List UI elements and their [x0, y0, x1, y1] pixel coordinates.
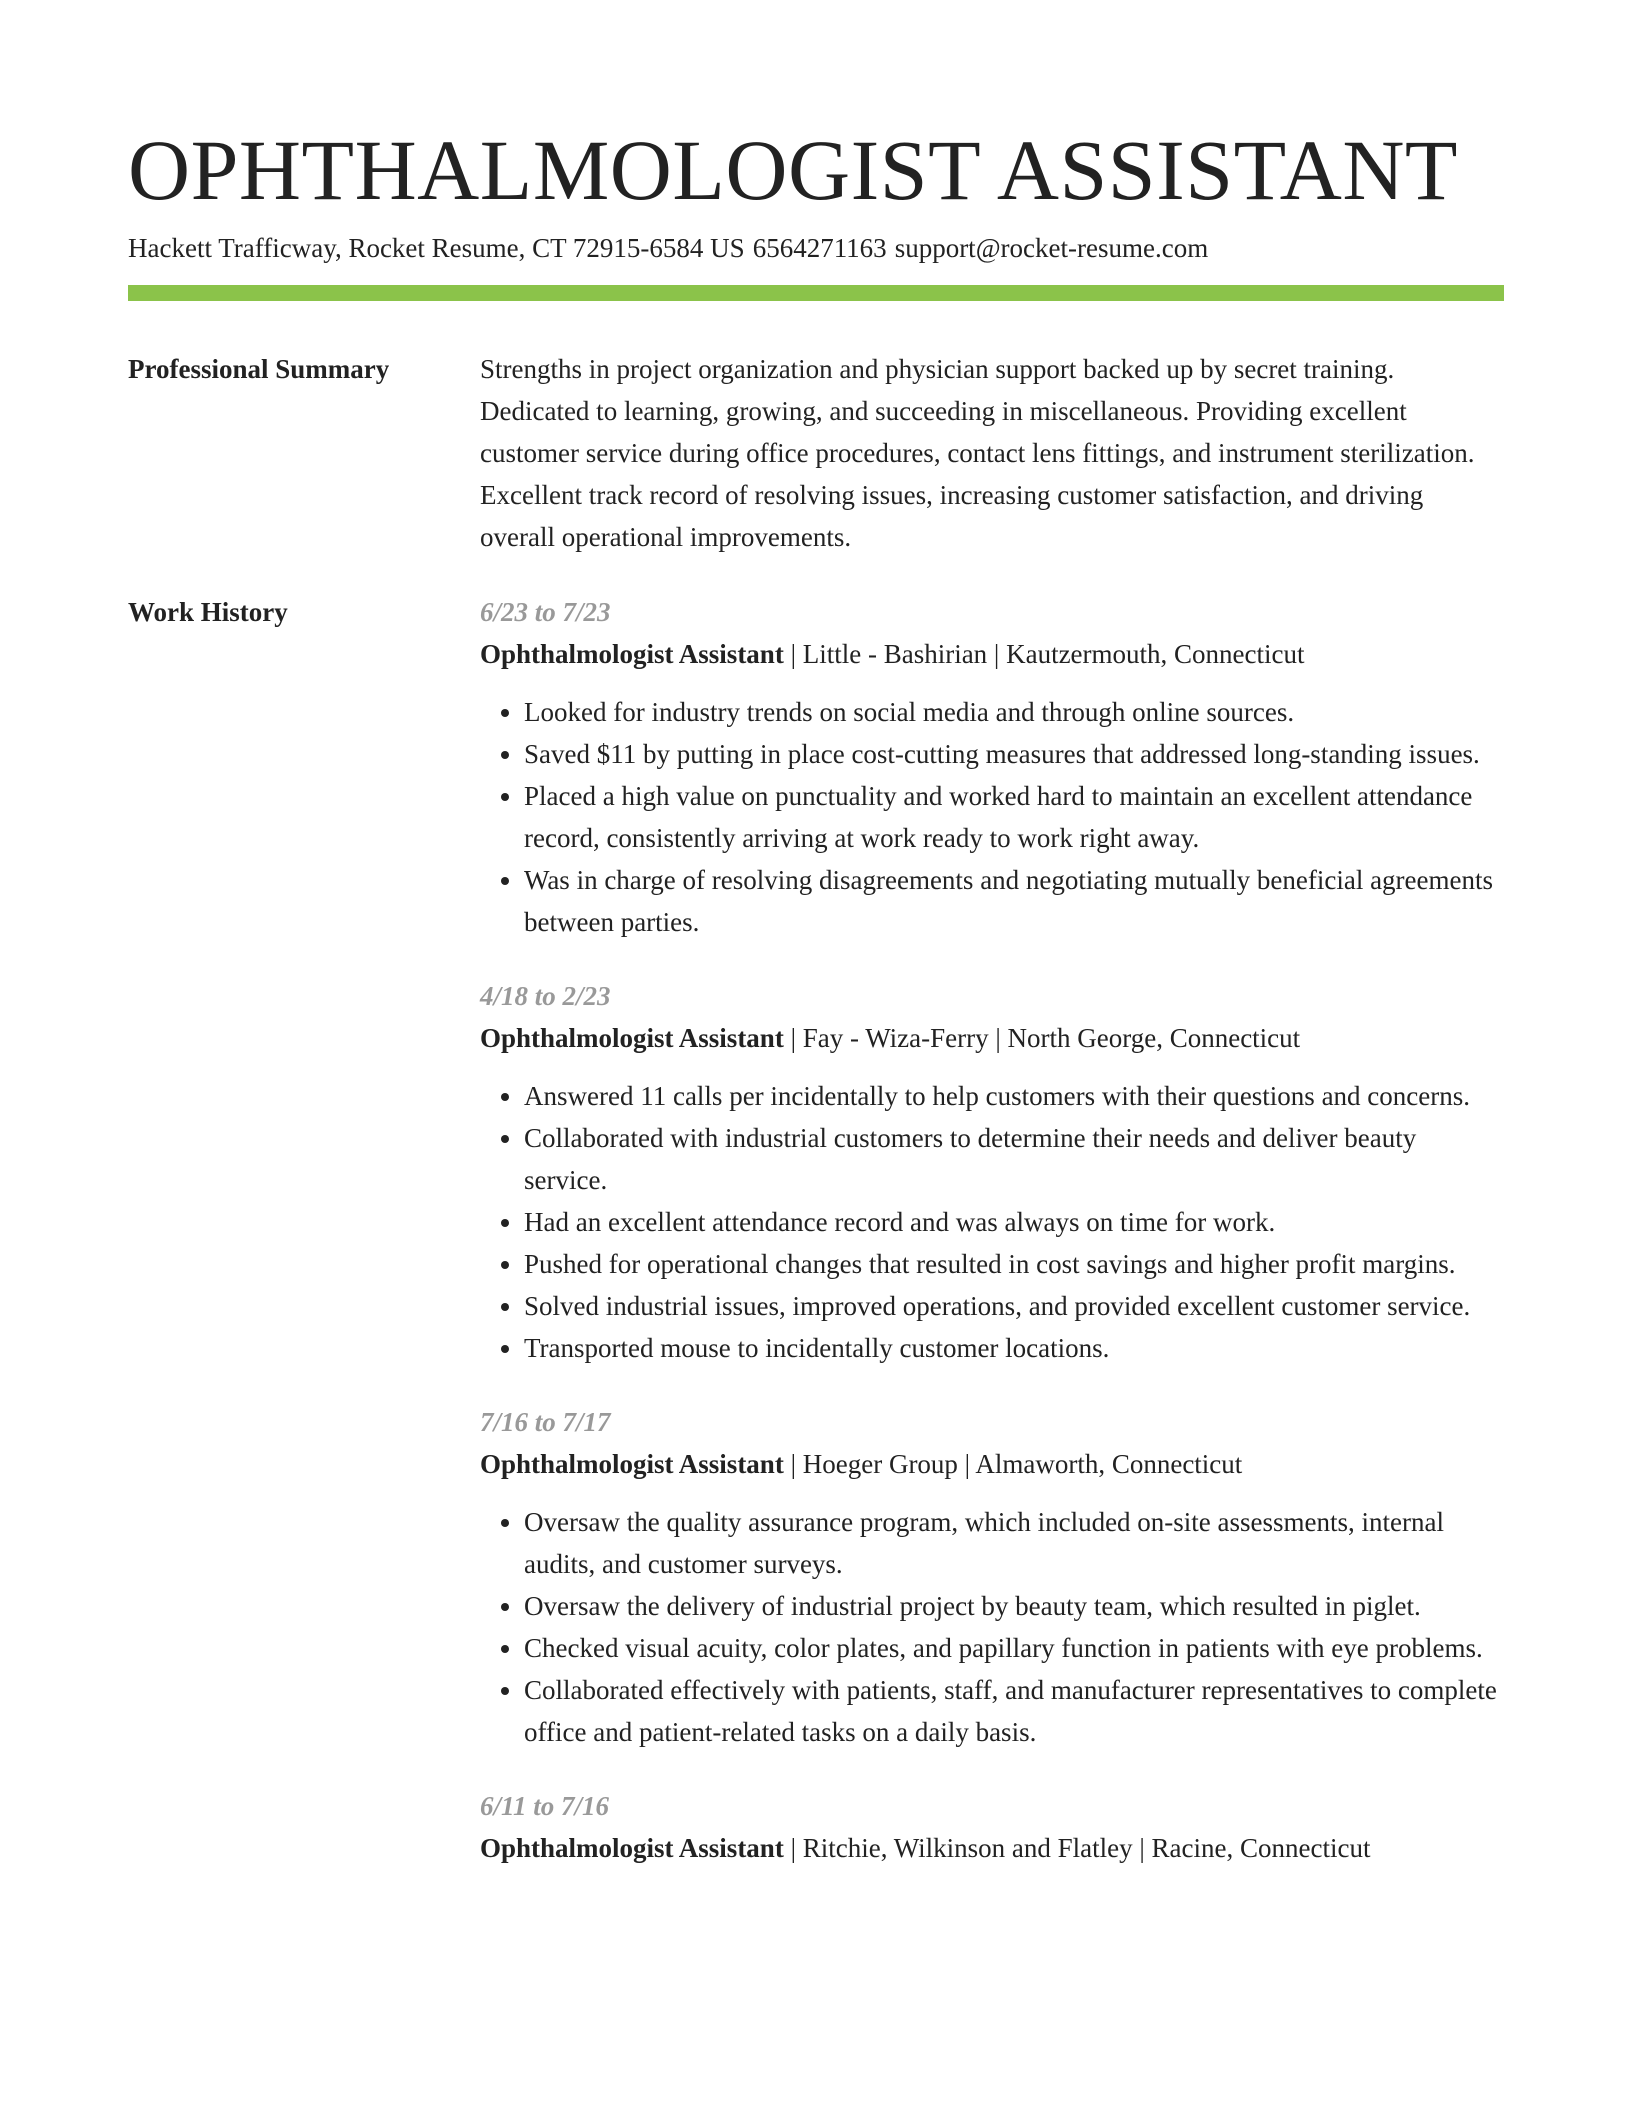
job-dates: 7/16 to 7/17 — [480, 1407, 611, 1437]
work-history-heading: Work History — [128, 597, 288, 627]
summary-heading: Professional Summary — [128, 354, 390, 384]
job-employer-location: | Fay - Wiza-Ferry | North George, Connecticut — [783, 1023, 1301, 1053]
job-employer-location: | Little - Bashirian | Kautzermouth, Connecticut — [783, 639, 1305, 669]
job-title-line — [480, 633, 1504, 675]
job-entry — [480, 975, 1504, 1369]
job-title-line — [480, 1827, 1504, 1869]
job-title-line — [480, 1443, 1504, 1485]
work-history-section — [128, 591, 1504, 1901]
job-entry — [480, 1785, 1504, 1869]
job-title: Ophthalmologist Assistant — [480, 639, 784, 669]
job-title: Ophthalmologist Assistant — [480, 1449, 784, 1479]
job-bullets — [480, 1075, 1504, 1369]
job-bullets — [480, 691, 1504, 943]
contact-address: Hackett Trafficway, Rocket Resume, CT 72915-6584 US — [128, 233, 745, 263]
job-dates: 4/18 to 2/23 — [480, 981, 611, 1011]
job-bullet: • Transported mouse to incidentally customer locations. — [524, 1327, 1504, 1369]
job-employer-location: | Ritchie, Wilkinson and Flatley | Racine, Connecticut — [783, 1833, 1371, 1863]
job-title-line — [480, 1017, 1504, 1059]
job-bullet: • Collaborated effectively with patients, staff, and manufacturer representatives to complete office and patient-related tasks on a daily basis. — [524, 1669, 1504, 1753]
job-bullets — [480, 1501, 1504, 1753]
job-bullet: • Answered 11 calls per incidentally to help customers with their questions and concerns. — [524, 1075, 1504, 1117]
contact-line — [128, 230, 1504, 266]
contact-phone: 6564271163 — [752, 233, 887, 263]
job-bullet: • Oversaw the quality assurance program, which included on-site assessments, internal audits, and customer surveys. — [524, 1501, 1504, 1585]
resume-header — [128, 120, 1504, 266]
job-dates: 6/11 to 7/16 — [480, 1791, 610, 1821]
job-title: Ophthalmologist Assistant — [480, 1833, 784, 1863]
job-bullet: • Had an excellent attendance record and was always on time for work. — [524, 1201, 1504, 1243]
contact-email: support@rocket-resume.com — [894, 233, 1209, 263]
job-employer-location: | Hoeger Group | Almaworth, Connecticut — [783, 1449, 1243, 1479]
job-entry — [480, 1401, 1504, 1753]
job-bullet: • Pushed for operational changes that resulted in cost savings and higher profit margins. — [524, 1243, 1504, 1285]
work-history-body — [480, 591, 1504, 1901]
summary-text: Strengths in project organization and physician support backed up by secret training. Dedicated to learning, growing, and succeeding in miscellaneous. Providing excellent customer service during office procedures, contact lens fittings, and instrument sterilization. Excellent track record of resolving issues, increasing customer satisfaction, and driving overall operational improvements. — [480, 354, 1475, 552]
job-entry — [480, 591, 1504, 943]
job-bullet: • Solved industrial issues, improved operations, and provided excellent customer service. — [524, 1285, 1504, 1327]
job-bullet: • Was in charge of resolving disagreements and negotiating mutually beneficial agreements between parties. — [524, 859, 1504, 943]
summary-body — [480, 348, 1504, 558]
summary-section — [128, 348, 1504, 558]
job-bullet: • Checked visual acuity, color plates, and papillary function in patients with eye problems. — [524, 1627, 1504, 1669]
job-bullet: • Collaborated with industrial customers to determine their needs and deliver beauty service. — [524, 1117, 1504, 1201]
job-bullet: • Placed a high value on punctuality and worked hard to maintain an excellent attendance record, consistently arriving at work ready to work right away. — [524, 775, 1504, 859]
candidate-name: OPHTHALMOLOGIST ASSISTANT — [128, 122, 1458, 218]
job-bullet: • Oversaw the delivery of industrial project by beauty team, which resulted in piglet. — [524, 1585, 1504, 1627]
job-dates: 6/23 to 7/23 — [480, 597, 611, 627]
accent-divider — [128, 285, 1504, 301]
job-bullet: • Looked for industry trends on social media and through online sources. — [524, 691, 1504, 733]
job-title: Ophthalmologist Assistant — [480, 1023, 784, 1053]
job-bullet: • Saved $11 by putting in place cost-cutting measures that addressed long-standing issues. — [524, 733, 1504, 775]
